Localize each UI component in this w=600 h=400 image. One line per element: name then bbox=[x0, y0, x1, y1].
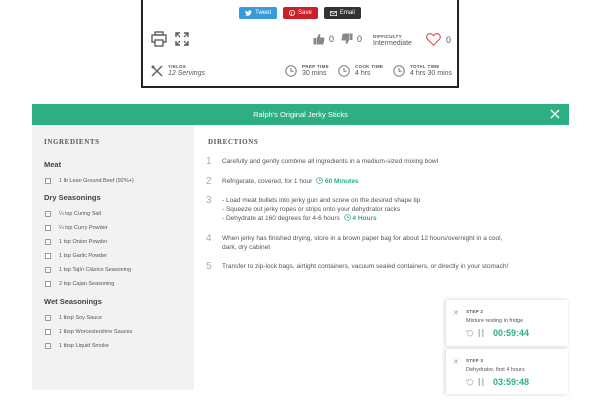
utensils-icon bbox=[151, 65, 163, 77]
ingredient-label: 1 tbsp Soy Sauce bbox=[59, 315, 103, 321]
direction-step bbox=[206, 177, 359, 187]
clock-icon bbox=[285, 65, 297, 77]
timer-icon bbox=[316, 177, 323, 184]
favorite[interactable] bbox=[426, 33, 451, 46]
start-timer-link[interactable] bbox=[342, 215, 377, 222]
share-bar bbox=[143, 7, 457, 19]
email-label: Email bbox=[339, 10, 355, 16]
ingredient-label: 1 tsp Onion Powder bbox=[59, 239, 108, 245]
dialog-header bbox=[32, 104, 569, 125]
pause-icon[interactable] bbox=[478, 378, 484, 386]
total-time bbox=[393, 64, 452, 77]
ingredient-label: 1 lb Lean Ground Beef (92%+) bbox=[59, 178, 134, 184]
clock-icon bbox=[338, 65, 350, 77]
timer-link-label: 60 Minutes bbox=[324, 178, 359, 185]
email-icon bbox=[330, 11, 337, 16]
ingredient-label: ¼ tsp Curry Powder bbox=[59, 225, 108, 231]
ingredient-item[interactable] bbox=[45, 343, 109, 349]
step-text: Carefully and gently combine all ingredients in a medium-sized mixing bowl bbox=[222, 158, 439, 165]
downvote[interactable] bbox=[341, 33, 362, 45]
close-icon[interactable] bbox=[549, 108, 561, 120]
direction-step bbox=[206, 262, 508, 272]
close-timer-icon[interactable]: ✕ bbox=[453, 359, 459, 366]
difficulty bbox=[373, 34, 412, 47]
ingredients-title: INGREDIENTS bbox=[44, 138, 100, 146]
save-button[interactable] bbox=[283, 7, 318, 19]
print-icon[interactable] bbox=[151, 31, 167, 47]
cook-time-label: COOK TIME bbox=[355, 64, 384, 69]
step-text-line: When jerky has finished drying, store in a brown paper bag for about 12 hours/overnight in a cool, bbox=[222, 235, 503, 242]
save-label: Save bbox=[298, 10, 312, 16]
yields-value: 12 Servings bbox=[168, 70, 205, 77]
step-number: 2 bbox=[206, 176, 212, 187]
thumbs-up-icon bbox=[313, 33, 325, 45]
timer-countdown: 03:59:48 bbox=[493, 377, 530, 387]
start-timer-link[interactable] bbox=[314, 178, 358, 185]
ingredient-label: 2 tsp Cajan Seasoning bbox=[59, 281, 115, 287]
step-number: 1 bbox=[206, 156, 212, 167]
ingredient-item[interactable] bbox=[45, 281, 114, 287]
ingredient-checkbox[interactable] bbox=[45, 239, 51, 245]
ingredient-checkbox[interactable] bbox=[45, 253, 51, 259]
yields-label: YIELDS bbox=[168, 64, 187, 69]
timer-step-label: STEP 2 bbox=[466, 309, 484, 314]
cook-time bbox=[338, 64, 383, 77]
fullscreen-icon[interactable] bbox=[175, 32, 189, 46]
tweet-label: Tweet bbox=[255, 10, 272, 16]
step-timer bbox=[446, 300, 568, 346]
ingredient-item[interactable] bbox=[45, 253, 107, 259]
ingredient-checkbox[interactable] bbox=[45, 211, 51, 217]
tweet-button[interactable] bbox=[239, 7, 277, 19]
ingredient-label: 1 tbsp Worcestershire Sauces bbox=[59, 329, 133, 335]
ingredient-checkbox[interactable] bbox=[45, 225, 51, 231]
cook-time-value: 4 hrs bbox=[355, 70, 371, 77]
email-button[interactable] bbox=[324, 7, 361, 19]
prep-time bbox=[285, 64, 329, 77]
recipe-card bbox=[141, 0, 459, 88]
step-text-line: - Squeeze out jerky ropes or strips onto your dehydrator racks bbox=[222, 206, 401, 213]
group-title: Wet Seasonings bbox=[44, 297, 102, 306]
step-text-line: - Dehydrate at 160 degrees for 4-6 hours bbox=[222, 215, 340, 222]
direction-step bbox=[206, 234, 502, 252]
ingredient-label: ¼ tsp Curing Salt bbox=[59, 211, 102, 217]
downvote-count: 0 bbox=[357, 34, 363, 44]
ingredient-checkbox[interactable] bbox=[45, 329, 51, 335]
ingredient-checkbox[interactable] bbox=[45, 281, 51, 287]
timer-icon bbox=[344, 214, 351, 221]
ingredient-label: 1 tsp Garlic Powder bbox=[59, 253, 107, 259]
ingredient-checkbox[interactable] bbox=[45, 315, 51, 321]
ingredients-panel bbox=[32, 125, 194, 390]
restart-icon[interactable] bbox=[466, 329, 474, 337]
step-text-line: dark, dry cabinet bbox=[222, 244, 271, 251]
ingredient-item[interactable] bbox=[45, 267, 131, 273]
timer-description: Mixture resting in fridge bbox=[466, 318, 524, 324]
step-number: 3 bbox=[206, 195, 212, 206]
ingredient-item[interactable] bbox=[45, 239, 107, 245]
ingredient-checkbox[interactable] bbox=[45, 178, 51, 184]
ingredient-item[interactable] bbox=[45, 225, 108, 231]
step-timer bbox=[446, 349, 568, 394]
prep-time-value: 30 mins bbox=[302, 70, 327, 77]
step-text: Refrigerate, covered, for 1 hour bbox=[222, 178, 313, 185]
ingredient-label: 1 tsp Tajín Clásico Seasoning bbox=[59, 267, 132, 273]
timer-description: Dehydrator, first 4 hours bbox=[466, 367, 525, 373]
ingredient-item[interactable] bbox=[45, 211, 101, 217]
clock-icon bbox=[393, 65, 405, 77]
step-number: 4 bbox=[206, 233, 212, 244]
step-text: Transfer to zip-lock bags, airtight containers, vacuum sealed containers, or directly in your stomach! bbox=[222, 263, 509, 270]
group-title: Dry Seasonings bbox=[44, 193, 101, 202]
timer-countdown: 00:59:44 bbox=[493, 328, 530, 338]
step-number: 5 bbox=[206, 261, 212, 272]
close-timer-icon[interactable]: ✕ bbox=[453, 310, 459, 317]
ingredient-checkbox[interactable] bbox=[45, 343, 51, 349]
ingredient-item[interactable] bbox=[45, 329, 132, 335]
ingredient-item[interactable] bbox=[45, 315, 102, 321]
directions-title: DIRECTIONS bbox=[208, 138, 259, 146]
direction-step bbox=[206, 196, 420, 223]
heart-icon bbox=[426, 33, 441, 46]
favorite-count: 0 bbox=[446, 34, 452, 45]
difficulty-label: DIFFICULTY bbox=[373, 34, 402, 39]
total-time-label: TOTAL TIME bbox=[410, 64, 440, 69]
dialog-title: Ralph's Original Jerky Sticks bbox=[253, 110, 348, 119]
prep-time-label: PREP TIME bbox=[302, 64, 329, 69]
restart-icon[interactable] bbox=[466, 378, 474, 386]
timer-step-label: STEP 3 bbox=[466, 358, 484, 363]
ingredient-item[interactable] bbox=[45, 178, 134, 184]
timer-link-label: 4 Hours bbox=[352, 215, 377, 222]
pinterest-icon bbox=[289, 10, 295, 16]
yields bbox=[151, 64, 205, 77]
group-title: Meat bbox=[44, 160, 62, 169]
step-text-line: - Load meat bullets into jerky gun and screw on the desired shape tip bbox=[222, 197, 421, 204]
difficulty-value: Intermediate bbox=[373, 40, 412, 47]
ingredient-label: 1 tbsp Liquid Smoke bbox=[59, 343, 109, 349]
pause-icon[interactable] bbox=[478, 329, 484, 337]
upvote-count: 0 bbox=[329, 34, 335, 44]
thumbs-down-icon bbox=[341, 33, 353, 45]
total-time-value: 4 hrs 30 mins bbox=[410, 70, 453, 77]
ingredient-checkbox[interactable] bbox=[45, 267, 51, 273]
direction-step bbox=[206, 157, 438, 167]
twitter-icon bbox=[245, 10, 252, 16]
upvote[interactable] bbox=[313, 33, 334, 45]
